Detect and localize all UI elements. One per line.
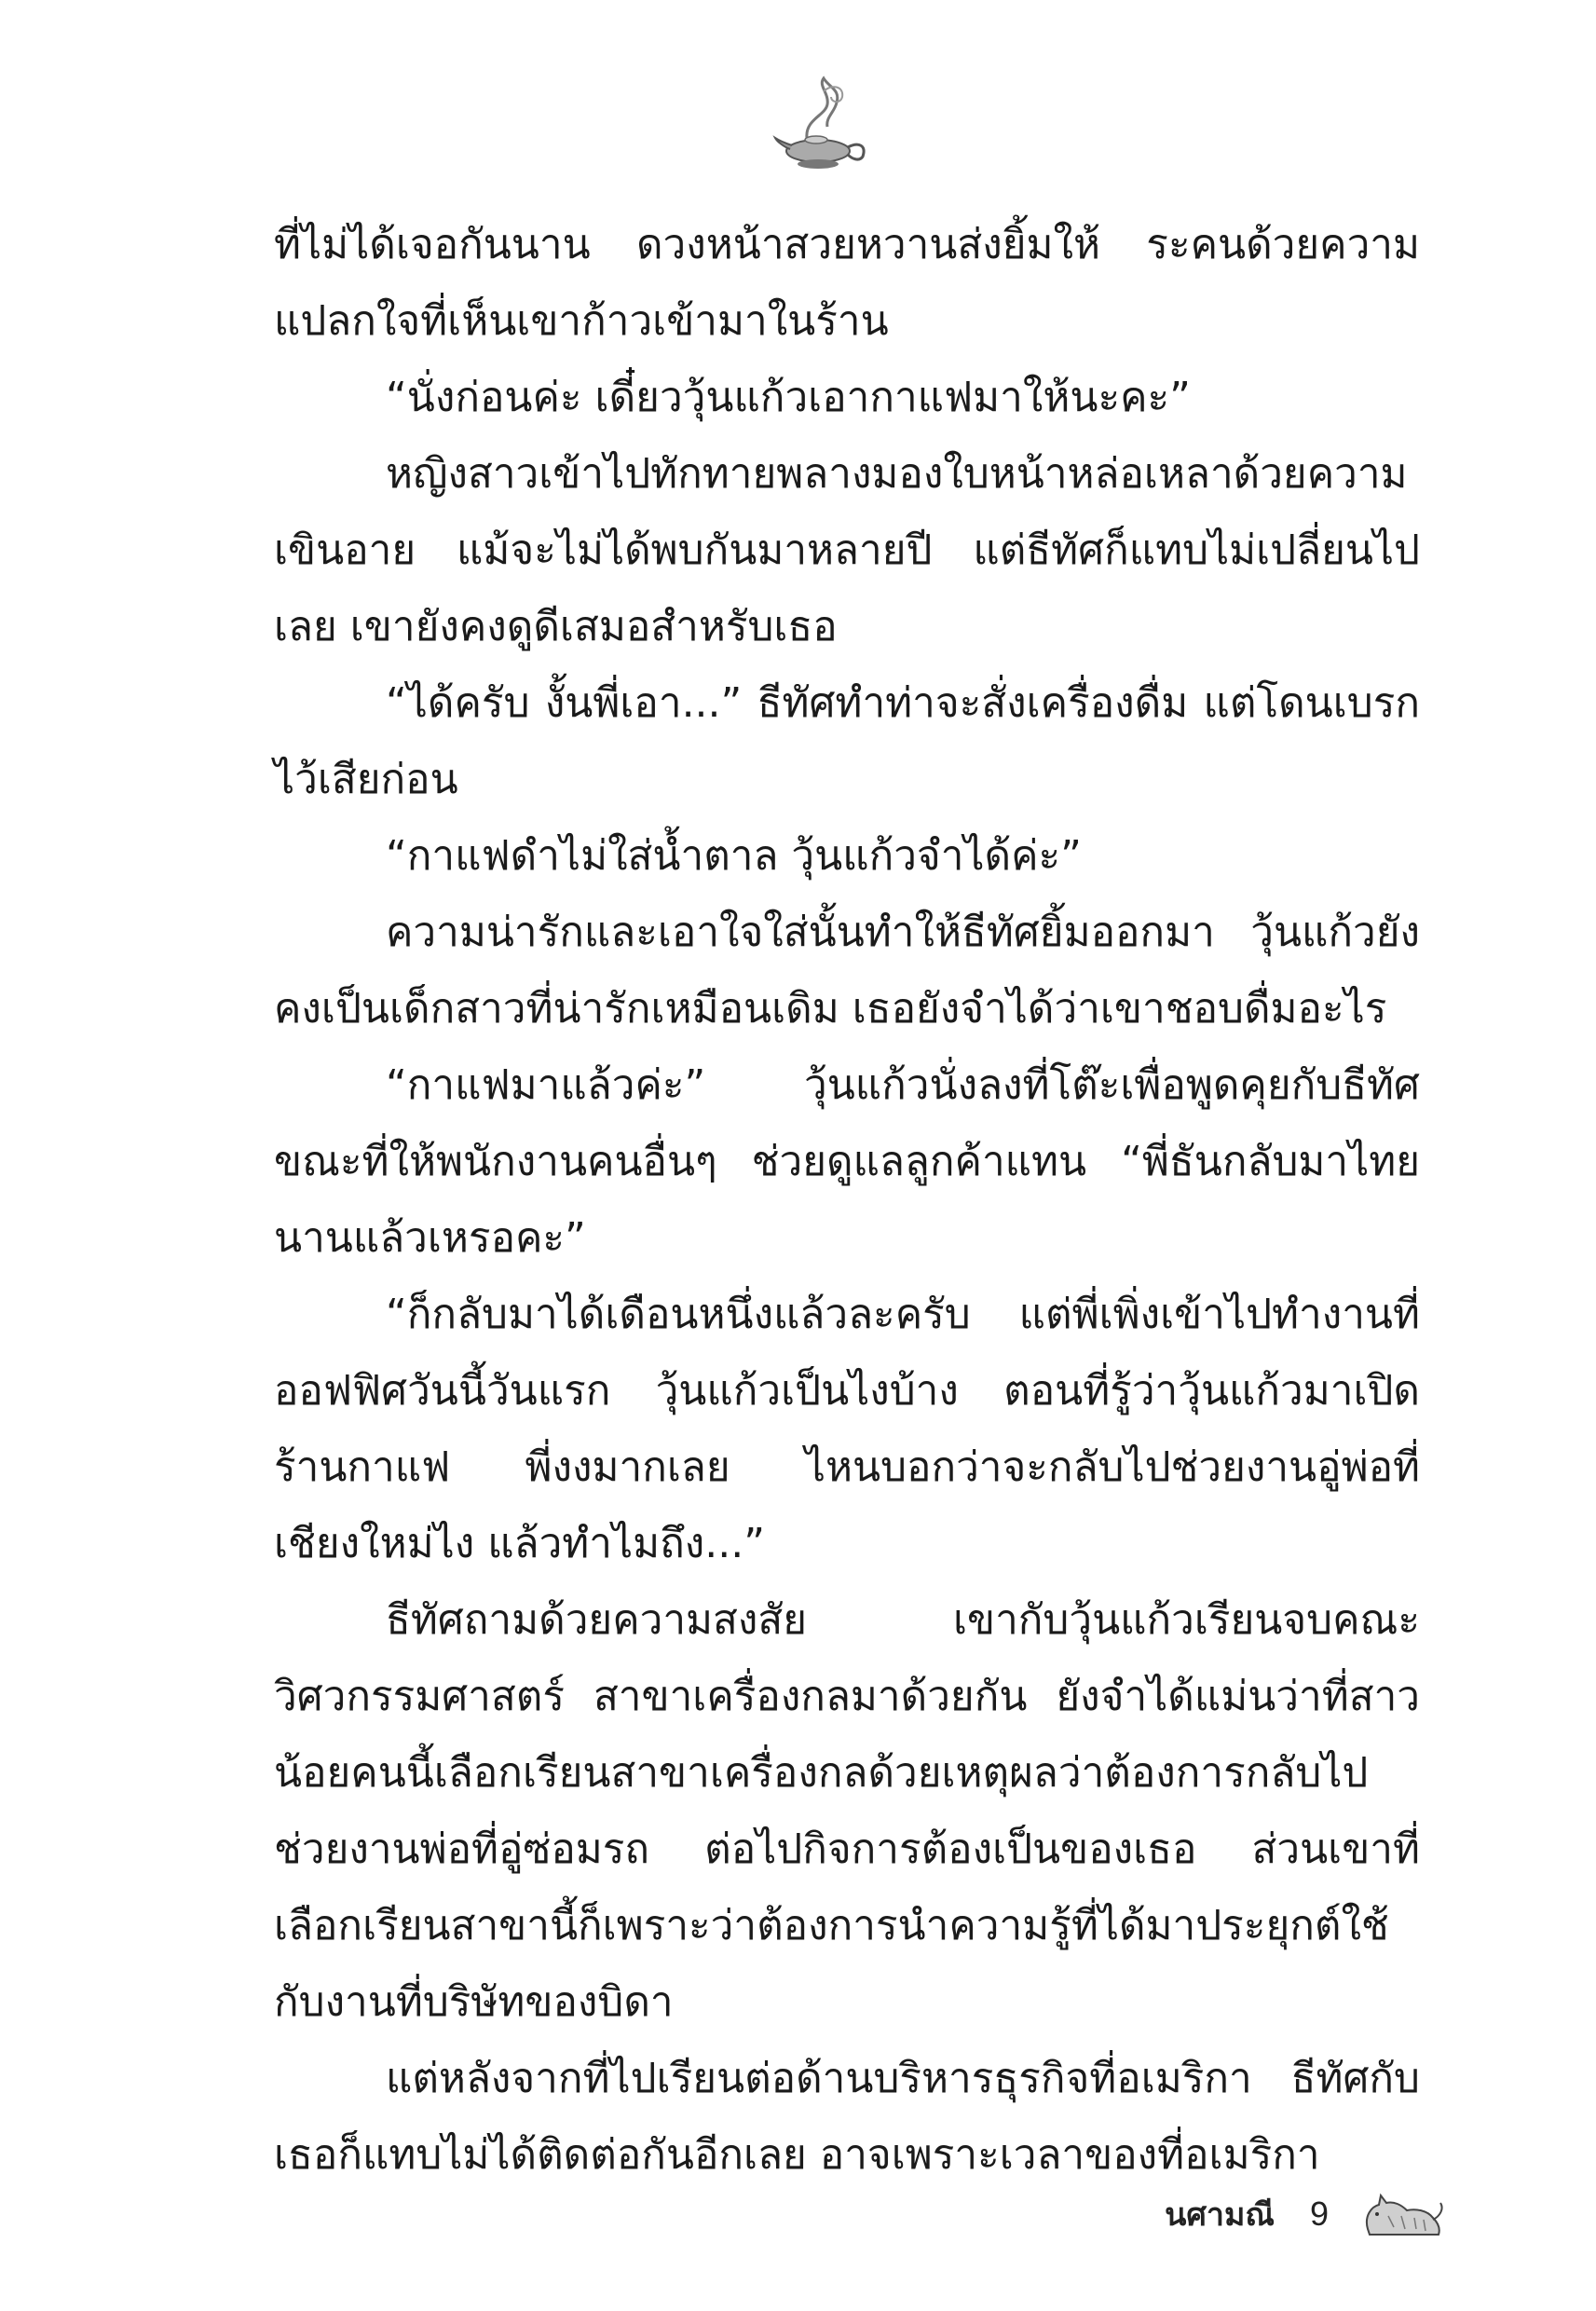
paragraph: “ก็กลับมาได้เดือนหนึ่งแล้วละครับ แต่พี่เพิ่งเข้าไปทำงานที่ออฟฟิศวันนี้วันแรก วุ้นแก้วเป็นไงบ้าง ตอนที่รู้ว่าวุ้นแก้วมาเปิดร้านกาแฟ พี่งงมากเลย ไหนบอกว่าจะกลับไปช่วยงานอู่พ่อที่เชียงใหม่ไง แล้วทำไมถึง...” — [274, 1291, 1420, 1567]
paragraph: แต่หลังจากที่ไปเรียนต่อด้านบริหารธุรกิจที่อเมริกา ธีทัศกับเธอก็แทบไม่ได้ติดต่อกันอีกเลย อาจเพราะเวลาของที่อเมริกา — [274, 2055, 1420, 2179]
body-text — [274, 207, 1420, 2194]
paragraph: “กาแฟดำไม่ใส่น้ำตาล วุ้นแก้วจำได้ค่ะ” — [386, 832, 1082, 880]
paragraph: ธีทัศถามด้วยความสงสัย เขากับวุ้นแก้วเรียนจบคณะวิศวกรรมศาสตร์ สาขาเครื่องกลมาด้วยกัน ยังจำได้แม่นว่าที่สาวน้อยคนนี้เลือกเรียนสาขาเครื่องกลด้วยเหตุผลว่าต้องการกลับไปช่วยงานพ่อที่อู่ซ่อมรถ ต่อไปกิจการต้องเป็นของเธอ ส่วนเขาที่เลือกเรียนสาขานี้ก็เพราะว่าต้องการนำความรู้ที่ได้มาประยุกต์ใช้กับงานที่บริษัทของบิดา — [274, 1596, 1420, 2026]
author-name: นศามณี — [1165, 2196, 1275, 2234]
page-footer — [1081, 2177, 1444, 2251]
paragraph: “นั่งก่อนค่ะ เดี๋ยววุ้นแก้วเอากาแฟมาให้นะคะ” — [386, 374, 1191, 421]
paragraph: “ได้ครับ งั้นพี่เอา...” ธีทัศทำท่าจะสั่งเครื่องดื่ม แต่โดนเบรกไว้เสียก่อน — [274, 679, 1420, 803]
paragraph: หญิงสาวเข้าไปทักทายพลางมองใบหน้าหล่อเหลาด้วยความเขินอาย แม้จะไม่ได้พบกันมาหลายปี แต่ธีทัศก็แทบไม่เปลี่ยนไปเลย เขายังคงดูดีเสมอสำหรับเธอ — [274, 450, 1420, 650]
cat-icon — [1360, 2188, 1444, 2240]
paragraph: ที่ไม่ได้เจอกันนาน ดวงหน้าสวยหวานส่งยิ้มให้ ระคนด้วยความแปลกใจที่เห็นเขาก้าวเข้ามาในร้าน — [274, 221, 1420, 345]
page-number: 9 — [1309, 2195, 1329, 2233]
magic-lamp-icon — [770, 73, 872, 175]
paragraph: “กาแฟมาแล้วค่ะ” วุ้นแก้วนั่งลงที่โต๊ะเพื่อพูดคุยกับธีทัศขณะที่ให้พนักงานคนอื่นๆ ช่วยดูแลลูกค้าแทน “พี่ธันกลับมาไทยนานแล้วเหรอคะ” — [274, 1061, 1420, 1262]
paragraph: ความน่ารักและเอาใจใส่นั้นทำให้ธีทัศยิ้มออกมา วุ้นแก้วยังคงเป็นเด็กสาวที่น่ารักเหมือนเดิม เธอยังจำได้ว่าเขาชอบดื่มอะไร — [274, 909, 1420, 1032]
